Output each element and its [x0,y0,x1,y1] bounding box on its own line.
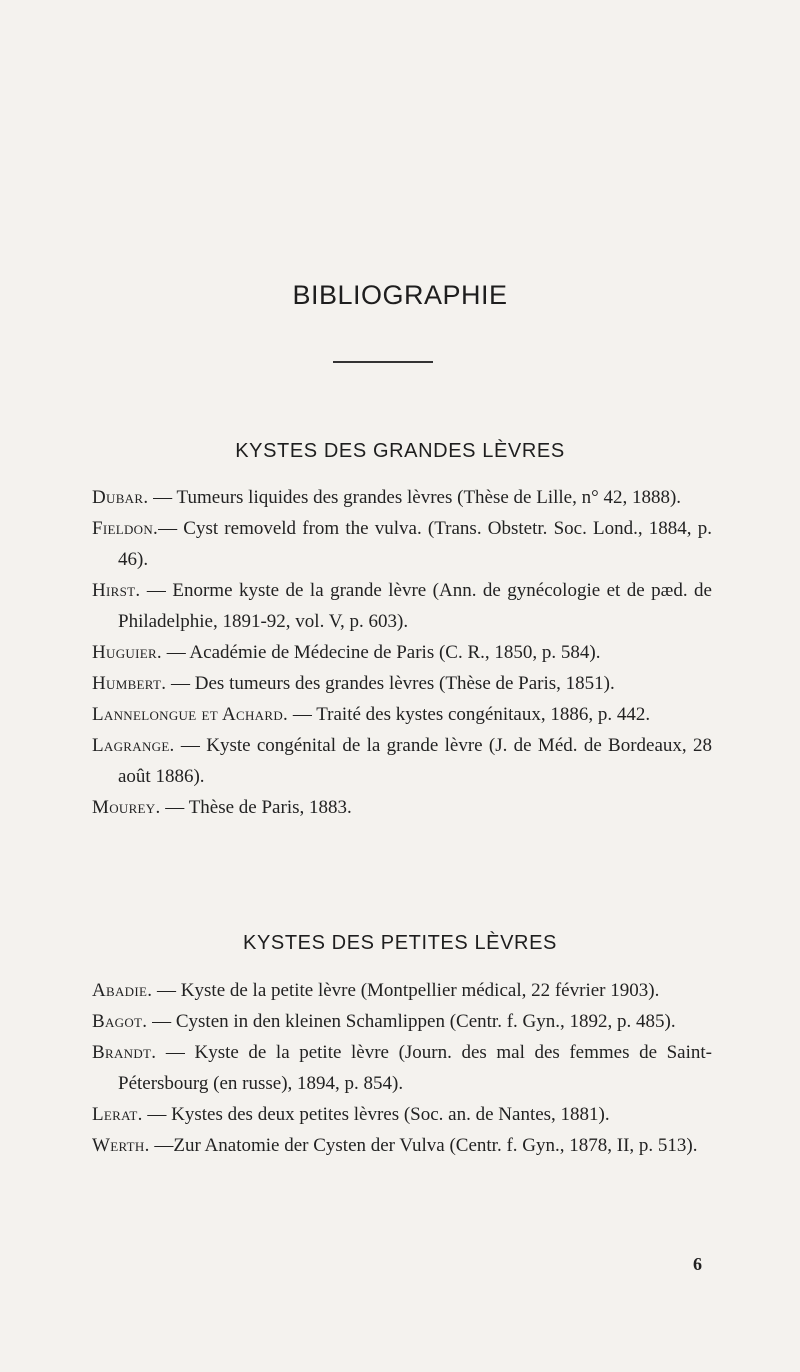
section-entries-grandes-levres [92,482,712,823]
bibliography-entry [92,792,712,823]
entry-author: Hirst. [92,580,141,601]
entry-author: Dubar. [92,487,149,508]
entry-text: — Kyste de la petite lèvre (Montpellier médical, 22 février 1903). [152,980,660,1001]
entry-text: — Traité des kystes congénitaux, 1886, p. 442. [288,704,651,725]
bibliography-entry [92,1006,712,1037]
page-title: BIBLIOGRAPHIE [292,280,508,310]
entry-text: — Tumeurs liquides des grandes lèvres (Thèse de Lille, n° 42, 1888). [148,487,682,508]
bibliography-entry [92,975,712,1006]
bibliography-entry [92,637,712,668]
entry-author: Lerat. [92,1104,143,1125]
entry-text: — Enorme kyste de la grande lèvre (Ann. de gynécologie et de pæd. de Philadelphie, 1891-92, vol. V, p. 603). [118,580,712,632]
bibliography-entry [92,1130,712,1161]
entry-text: — Kyste de la petite lèvre (Journ. des mal des femmes de Saint-Pétersbourg (en russe), 1894, p. 854). [118,1042,712,1094]
section-title-grandes-levres: KYSTES DES GRANDES LÈVRES [235,440,565,462]
entry-text: — Cysten in den kleinen Schamlippen (Centr. f. Gyn., 1892, p. 485). [147,1011,676,1032]
entry-author: Brandt. [92,1042,157,1063]
entry-author: Lannelongue et Achard. [92,704,289,725]
section-title-petites-levres: KYSTES DES PETITES LÈVRES [243,932,557,954]
entry-author: Fieldon. [92,518,159,539]
entry-author: Mourey. [92,797,161,818]
bibliography-entry [92,1037,712,1099]
bibliography-entry [92,482,712,513]
title-divider [333,361,433,363]
entry-text: — Thèse de Paris, 1883. [160,797,352,818]
entry-author: Bagot. [92,1011,148,1032]
bibliography-entry [92,699,712,730]
bibliography-entry [92,513,712,575]
entry-text: — Cyst removeld from the vulva. (Trans. Obstetr. Soc. Lond., 1884, p. 46). [118,518,712,570]
entry-author: Humbert. [92,673,167,694]
bibliography-entry [92,668,712,699]
bibliography-entry [92,730,712,792]
entry-author: Abadie. [92,980,153,1001]
entry-text: — Kyste congénital de la grande lèvre (J. de Méd. de Bordeaux, 28 août 1886). [118,735,712,787]
entry-author: Lagrange. [92,735,175,756]
section-entries-petites-levres [92,975,712,1161]
entry-text: — Kystes des deux petites lèvres (Soc. an. de Nantes, 1881). [142,1104,610,1125]
page-number: 6 [693,1254,702,1274]
entry-text: —Zur Anatomie der Cysten der Vulva (Centr. f. Gyn., 1878, II, p. 513). [149,1135,698,1156]
entry-author: Huguier. [92,642,162,663]
entry-text: — Académie de Médecine de Paris (C. R., 1850, p. 584). [161,642,601,663]
entry-text: — Des tumeurs des grandes lèvres (Thèse de Paris, 1851). [166,673,615,694]
bibliography-entry [92,1099,712,1130]
entry-author: Werth. [92,1135,150,1156]
bibliography-entry [92,575,712,637]
